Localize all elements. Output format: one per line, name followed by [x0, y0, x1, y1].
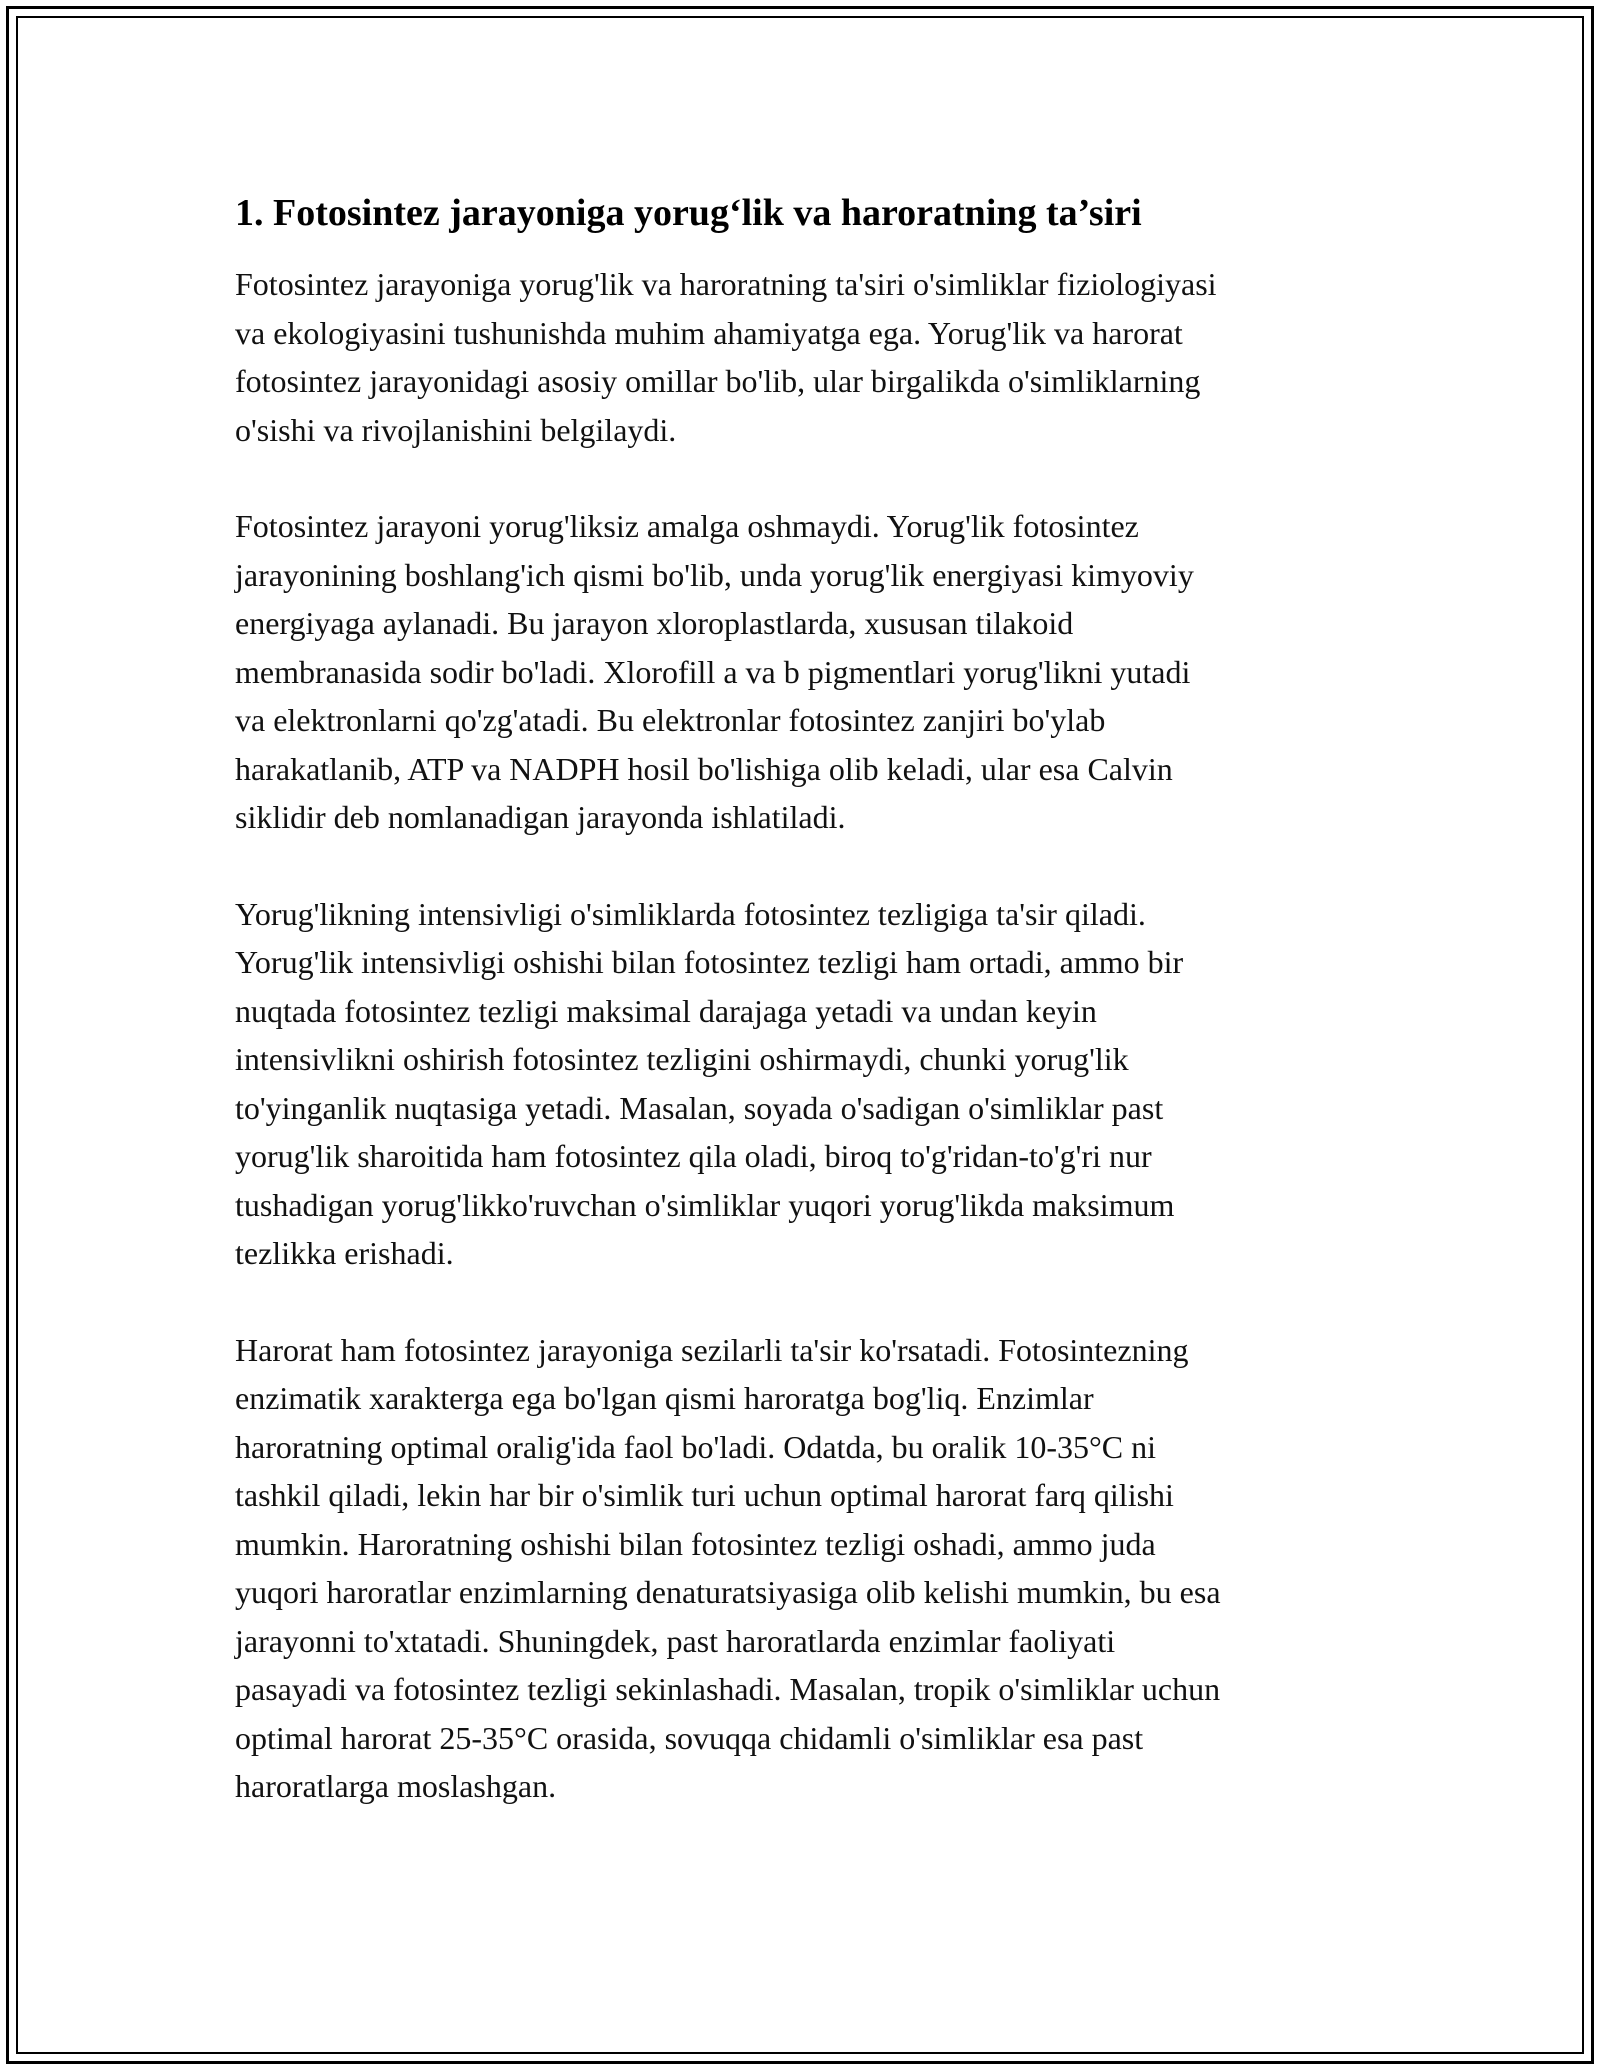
paragraph-temperature: Harorat ham fotosintez jarayoniga sezilarli ta'sir ko'rsatadi. Fotosintezning enzimatik xarakterga ega bo'lgan qismi haroratga bog'liq. Enzimlar haroratning optimal oralig'ida faol bo'ladi. Odatda, bu oralik 10-35°C ni tashkil qiladi, lekin har bir o'simlik turi uchun optimal harorat farq qilishi mumkin. Haroratning oshishi bilan fotosintez tezligi oshadi, ammo juda yuqori haroratlar enzimlarning denaturatsiyasiga olib kelishi mumkin, bu esa jarayonni to'xtatadi. Shuningdek, past haroratlarda enzimlar faoliyati pasayadi va fotosintez tezligi sekinlashadi. Masalan, tropik o'simliklar uchun optimal harorat 25-35°C orasida, sovuqqa chidamli o'simliklar esa past haroratlarga moslashgan.	[235, 1331, 1221, 1804]
section-heading: 1. Fotosintez jarayoniga yorug‘lik va haroratning ta’siri	[235, 192, 1142, 234]
paragraph-light: Fotosintez jarayoni yorug'liksiz amalga oshmaydi. Yorug'lik fotosintez jarayonining boshlang'ich qismi bo'lib, unda yorug'lik energiyasi kimyoviy energiyaga aylanadi. Bu jarayon xloroplastlarda, xususan tilakoid membranasida sodir bo'ladi. Xlorofill a va b pigmentlari yorug'likni yutadi va elektronlarni qo'zg'atadi. Bu elektronlar fotosintez zanjiri bo'ylab harakatlanib, ATP va NADPH hosil bo'lishiga olib keladi, ular esa Calvin siklidir deb nomlanadigan jarayonda ishlatiladi.	[235, 508, 1194, 835]
paragraph-intro: Fotosintez jarayoniga yorug'lik va haroratning ta'siri o'simliklar fiziologiyasi va ekologiyasini tushunishda muhim ahamiyatga ega. Yorug'lik va harorat fotosintez jarayonidagi asosiy omillar bo'lib, ular birgalikda o'simliklarning o'sishi va rivojlanishini belgilaydi.	[235, 266, 1217, 448]
document-body	[235, 190, 1375, 1859]
paragraph-light-intensity: Yorug'likning intensivligi o'simliklarda fotosintez tezligiga ta'sir qiladi. Yorug'lik intensivligi oshishi bilan fotosintez tezligi ham ortadi, ammo bir nuqtada fotosintez tezligi maksimal darajaga yetadi va undan keyin intensivlikni oshirish fotosintez tezligini oshirmaydi, chunki yorug'lik to'yinganlik nuqtasiga yetadi. Masalan, soyada o'sadigan o'simliklar past yorug'lik sharoitida ham fotosintez qila oladi, biroq to'g'ridan-to'g'ri nur tushadigan yorug'likko'ruvchan o'simliklar yuqori yorug'likda maksimum tezlikka erishadi.	[235, 895, 1184, 1271]
